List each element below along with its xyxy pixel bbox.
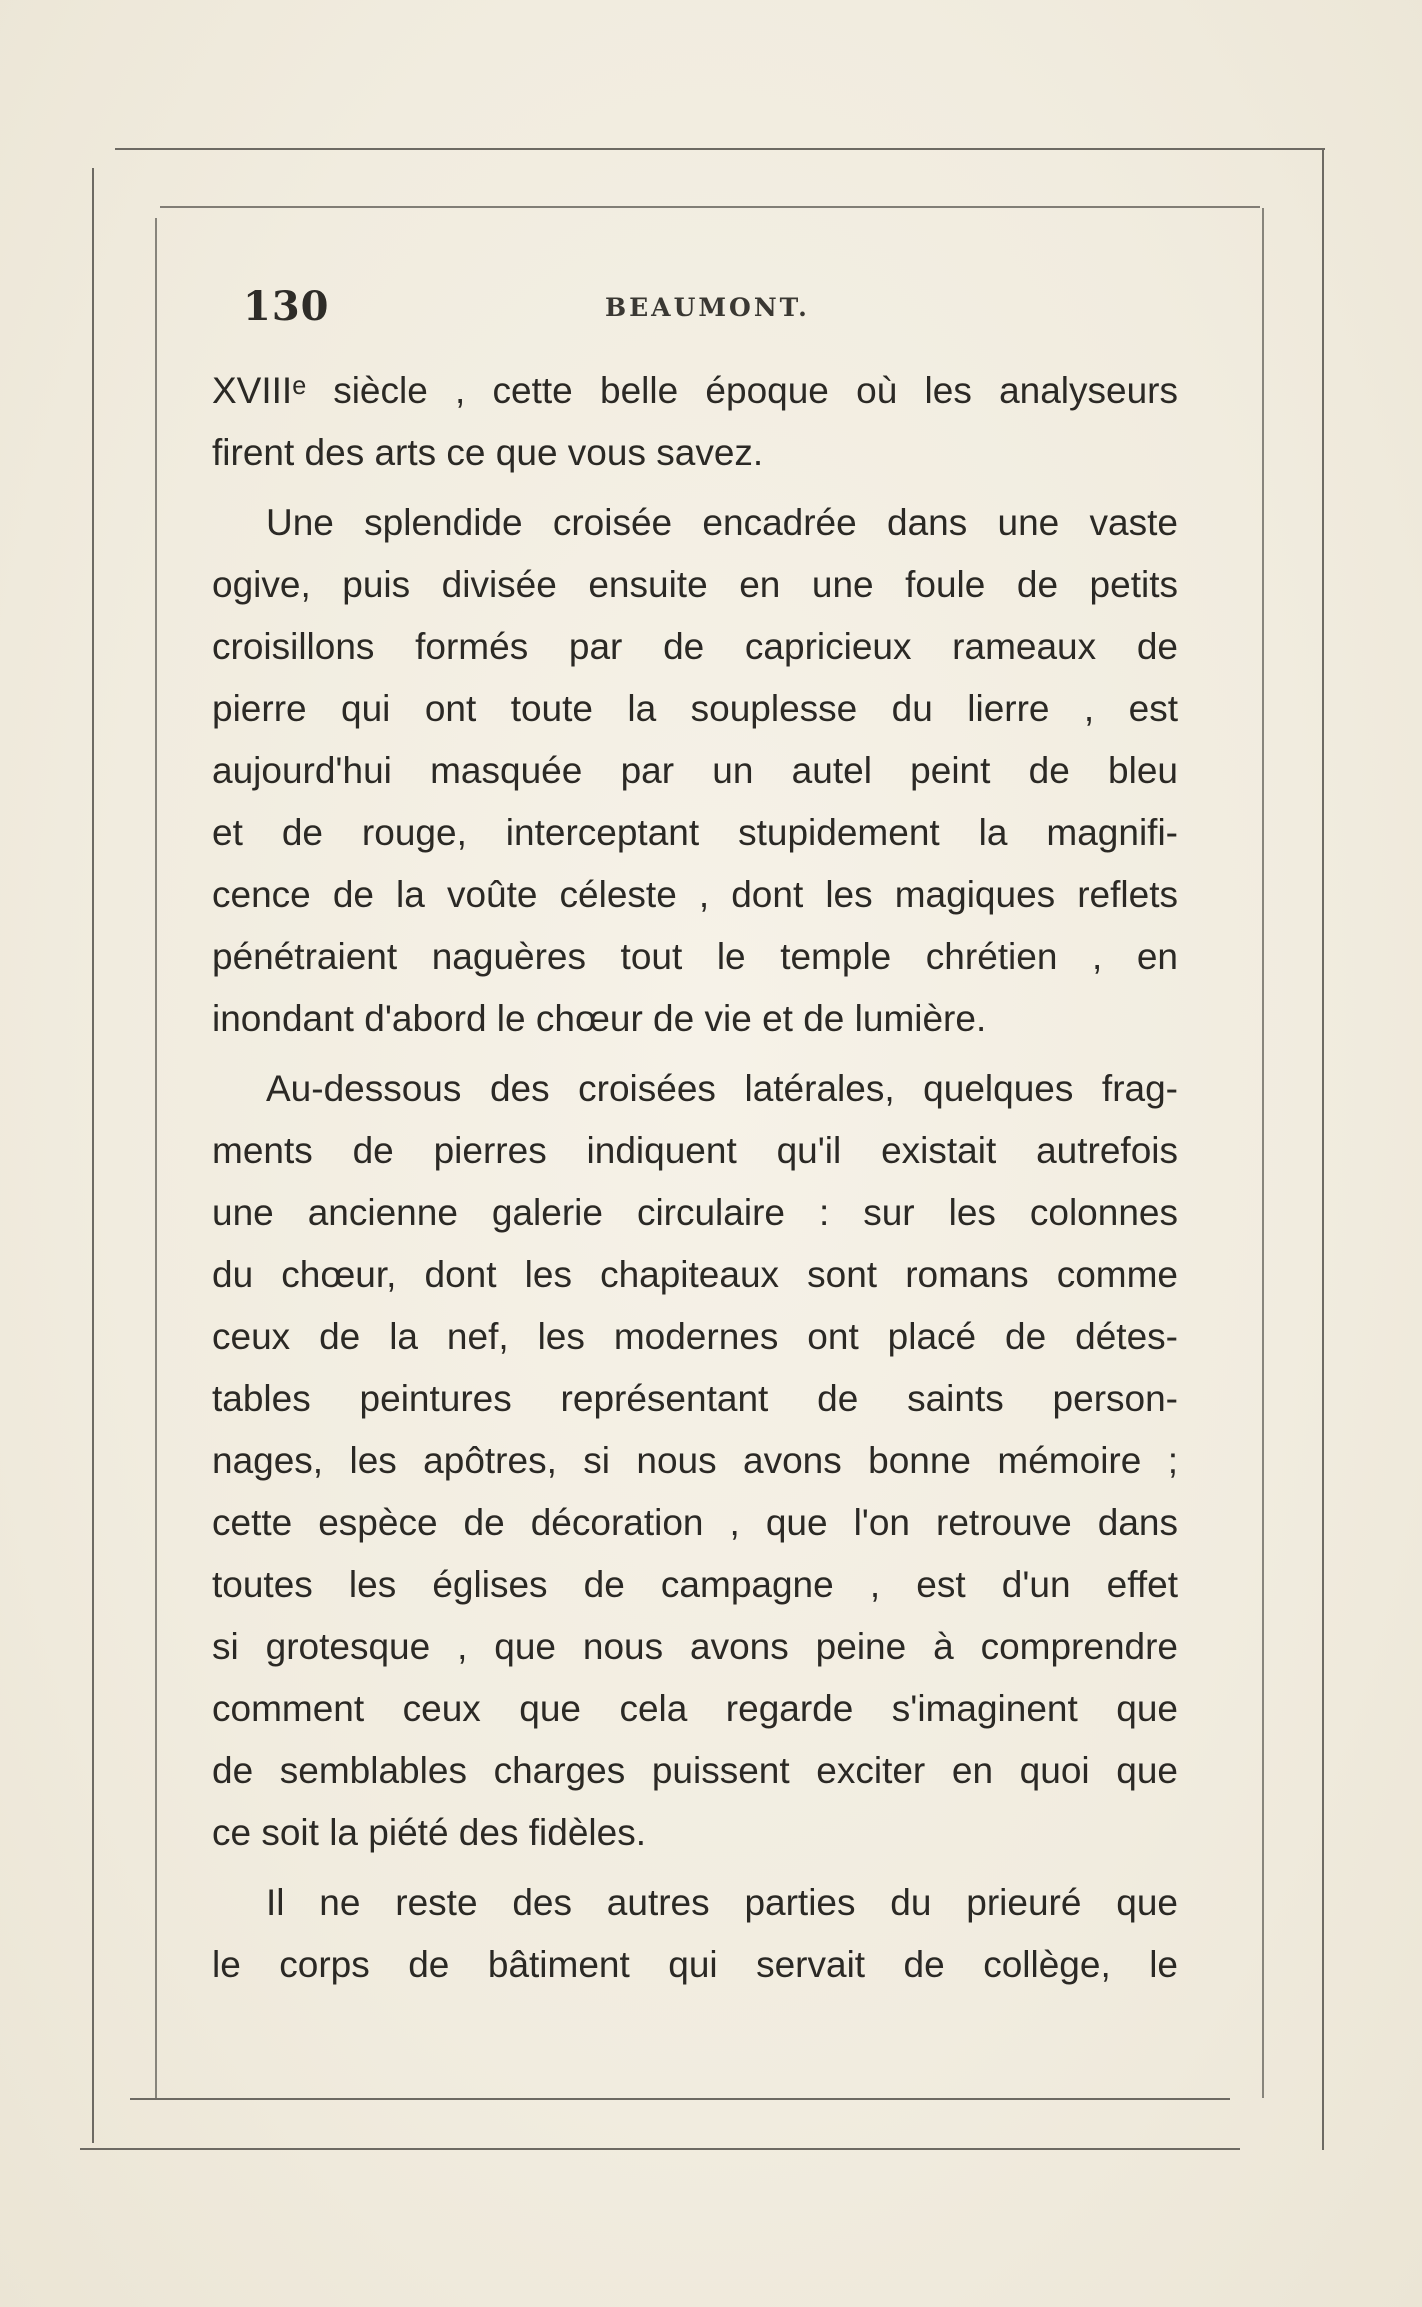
border-rule-left-inner — [155, 218, 157, 2098]
page-number: 130 — [243, 283, 330, 330]
text-line: si grotesque , que nous avons peine à comprendre — [212, 1626, 1178, 1667]
body-text — [212, 360, 1178, 1996]
border-rule-left-outer — [92, 168, 94, 2143]
border-rule-bottom-inner — [130, 2098, 1230, 2100]
text-line: firent des arts ce que vous savez. — [212, 432, 764, 473]
text-line: cette espèce de décoration , que l'on retrouve dans — [212, 1502, 1178, 1543]
page-header — [243, 283, 1143, 333]
text-line: une ancienne galerie circulaire : sur les colonnes — [212, 1192, 1178, 1233]
border-rule-right-inner — [1262, 208, 1264, 2098]
text-line: cence de la voûte céleste , dont les magiques reflets — [212, 874, 1178, 915]
text-line: Au-dessous des croisées latérales, quelques frag- — [266, 1068, 1178, 1109]
border-rule-top-outer — [115, 148, 1325, 150]
text-line: de semblables charges puissent exciter en quoi que — [212, 1750, 1178, 1791]
text-line: du chœur, dont les chapiteaux sont romans comme — [212, 1254, 1178, 1295]
text-line: pénétraient naguères tout le temple chrétien , en — [212, 936, 1178, 977]
text-line: aujourd'hui masquée par un autel peint de bleu — [212, 750, 1178, 791]
text-line: pierre qui ont toute la souplesse du lierre , est — [212, 688, 1178, 729]
text-line: le corps de bâtiment qui servait de collège, le — [212, 1944, 1178, 1985]
text-line: comment ceux que cela regarde s'imaginent que — [212, 1688, 1178, 1729]
text-line: nages, les apôtres, si nous avons bonne mémoire ; — [212, 1440, 1178, 1481]
text-line: tables peintures représentant de saints person- — [212, 1378, 1178, 1419]
text-line: Une splendide croisée encadrée dans une vaste — [266, 502, 1178, 543]
border-rule-right-outer — [1322, 150, 1324, 2150]
text-line: ceux de la nef, les modernes ont placé de détes- — [212, 1316, 1178, 1357]
text-line: inondant d'abord le chœur de vie et de lumière. — [212, 998, 987, 1039]
border-rule-top-inner — [160, 206, 1260, 208]
running-head: BEAUMONT. — [605, 293, 810, 322]
text-line: ogive, puis divisée ensuite en une foule de petits — [212, 564, 1178, 605]
text-line: Il ne reste des autres parties du prieuré que — [266, 1882, 1178, 1923]
text-line: croisillons formés par de capricieux rameaux de — [212, 626, 1178, 667]
border-rule-bottom-outer — [80, 2148, 1240, 2150]
text-line: toutes les églises de campagne , est d'un effet — [212, 1564, 1178, 1605]
text-line: ments de pierres indiquent qu'il existait autrefois — [212, 1130, 1178, 1171]
text-line: et de rouge, interceptant stupidement la magnifi- — [212, 812, 1178, 853]
text-line: XVIIIᵉ siècle , cette belle époque où les analyseurs — [212, 370, 1178, 411]
text-line: ce soit la piété des fidèles. — [212, 1812, 646, 1853]
